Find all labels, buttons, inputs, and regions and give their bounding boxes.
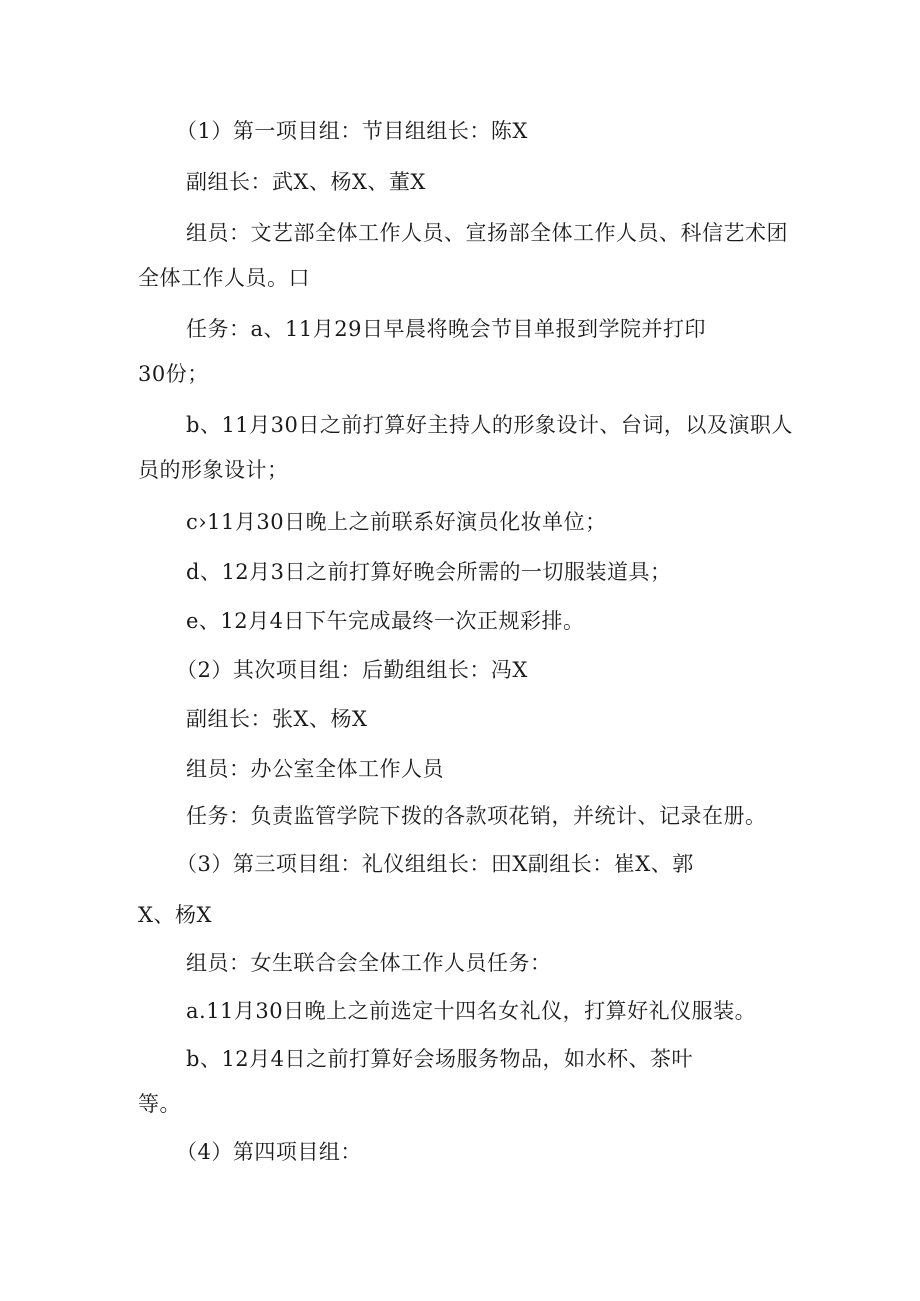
section-1-members: 组员：文艺部全体工作人员、宣扬部全体工作人员、科信艺术团 — [186, 221, 788, 245]
section-1-task-d: d、12月3日之前打算好晚会所需的一切服装道具； — [186, 560, 672, 584]
section-1-members-continued: 全体工作人员。口 — [138, 266, 310, 290]
section-1-task-e: e、12月4日下午完成最终一次正规彩排。 — [186, 609, 585, 633]
section-1-task-a-continued: 30份； — [138, 362, 209, 386]
section-3-members-task: 组员：女生联合会全体工作人员任务： — [186, 951, 552, 975]
section-2-members: 组员：办公室全体工作人员 — [186, 757, 444, 781]
section-2-deputy-leaders: 副组长：张X、杨X — [186, 707, 368, 731]
section-2-task: 任务：负责监管学院下拨的各款项花销，并统计、记录在册。 — [186, 804, 767, 828]
section-4-heading: （4）第四项目组： — [176, 1140, 362, 1164]
section-1-deputy-leaders: 副组长：武X、杨X、董X — [186, 170, 426, 194]
section-3-heading-continued: X、杨X — [138, 903, 212, 927]
section-3-task-b: b、12月4日之前打算好会场服务物品，如水杯、茶叶 — [186, 1047, 694, 1071]
section-3-heading: （3）第三项目组：礼仪组组长：田X副组长：崔X、郭 — [176, 852, 694, 876]
section-1-task-a: 任务：a、11月29日早晨将晚会节目单报到学院并打印 — [186, 317, 706, 341]
section-1-task-b: b、11月30日之前打算好主持人的形象设计、台词，以及演职人 — [186, 413, 793, 437]
section-2-heading: （2）其次项目组：后勤组组长：冯X — [176, 658, 528, 682]
section-3-task-b-continued: 等。 — [138, 1092, 181, 1116]
section-3-task-a: a.11月30日晚上之前选定十四名女礼仪，打算好礼仪服装。 — [186, 999, 757, 1023]
section-1-task-c: c›11月30日晚上之前联系好演员化妆单位； — [186, 510, 607, 534]
section-1-heading: （1）第一项目组：节目组组长：陈X — [176, 119, 528, 143]
section-1-task-b-continued: 员的形象设计； — [138, 458, 289, 482]
